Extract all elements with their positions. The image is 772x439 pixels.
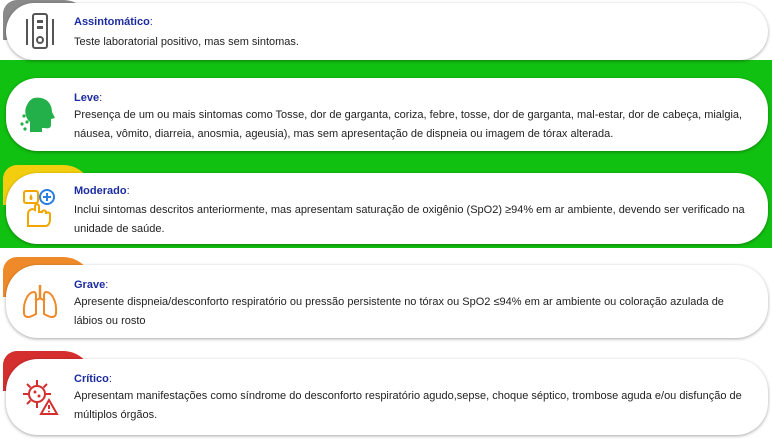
card-title: Assintomático: — [74, 16, 153, 28]
card-leve — [6, 78, 768, 151]
card-description: Presença de um ou mais sintomas como Tosse, dor de garganta, coriza, febre, tosse, dor de garganta, mal-estar, dor de cabeça, mialgia, náusea, vômito, diarreia, anosmia, ageusia), mas sem apresentação de dispneia ou imagem de tórax alterada. — [74, 109, 743, 140]
lungs-icon — [18, 280, 62, 324]
card-assintomatico — [6, 3, 768, 60]
card-grave — [6, 265, 768, 338]
card-critico — [6, 359, 768, 435]
cough-icon — [18, 92, 62, 136]
card-description: Apresente dispneia/desconforto respiratório ou pressão persistente no tórax ou SpO2 ≤94% em ar ambiente ou coloração azulada de lábios ou rosto — [74, 296, 724, 327]
card-title: Leve: — [74, 92, 103, 104]
card-title: Moderado: — [74, 185, 130, 197]
card-description: Apresentam manifestações como síndrome do desconforto respiratório agudo,sepse, choque séptico, trombose aguda e/ou disfunção de múltiplos órgãos. — [74, 390, 742, 421]
card-title: Grave: — [74, 279, 109, 291]
card-moderado — [6, 173, 768, 244]
card-description: Teste laboratorial positivo, mas sem sintomas. — [74, 36, 299, 48]
test-kit-icon — [18, 9, 62, 53]
virus-alert-icon — [18, 374, 62, 418]
card-title: Crítico: — [74, 373, 112, 385]
oximeter-hand-icon — [18, 186, 62, 230]
card-description: Inclui sintomas descritos anteriormente, mas apresentam saturação de oxigênio (SpO2) ≥94% em ar ambiente, devendo ser verificado na unidade de saúde. — [74, 204, 745, 235]
